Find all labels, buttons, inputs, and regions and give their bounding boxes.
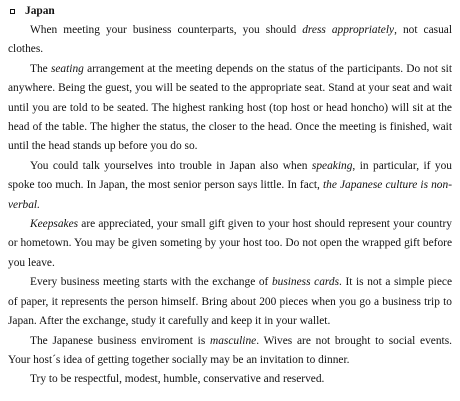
paragraph-text: , in particular, if you spoke too much. In Japan, the most senior person says little. In fact,: [8, 159, 452, 192]
emphasized-text: business cards: [271, 276, 340, 289]
emphasized-text: dress appropriately: [302, 24, 395, 36]
paragraph-text: You could talk yourselves into trouble in Japan also when: [30, 159, 312, 172]
paragraph-text: , not casual clothes.: [8, 24, 452, 56]
paragraph-text: The Japanese business enviroment is: [30, 334, 211, 347]
paragraph: [8, 157, 452, 215]
paragraph-text: are appreciated, your small gift given to your host should represent your country or hometown. You may be given someting by your host too. Do not open the wrapped gift before you leave.: [8, 218, 452, 269]
paragraph-text: Every business meeting starts with the exchange of: [30, 276, 272, 289]
paragraph-text: When meeting your business counterparts, you should: [30, 24, 303, 36]
paragraph: [8, 60, 452, 157]
paragraph-text: . It is not a simple piece of paper, it represents the person himself. Bring about 200 pieces when you go a business trip to Japan. After the exchange, study it carefully and keep it in your wallet.: [8, 276, 452, 328]
document-body: [8, 21, 452, 390]
paragraph: [8, 332, 452, 371]
paragraph-text: . Wives are not brought to social events. Your host´s idea of getting together socially may be an invitation to dinner.: [8, 334, 452, 366]
emphasized-text: masculine: [210, 334, 257, 347]
paragraph: [8, 273, 452, 331]
paragraph: [8, 215, 452, 273]
paragraph: [8, 370, 452, 389]
emphasized-text: the Japanese culture is non-verbal.: [8, 179, 452, 211]
paragraph-text: The: [30, 62, 51, 75]
paragraph-text: Try to be respectful, modest, humble, conservative and reserved.: [30, 373, 325, 386]
paragraph: [8, 21, 452, 60]
section-heading: [8, 2, 452, 21]
paragraph-text: arrangement at the meeting depends on the status of the participants. Do not sit anywhere. Being the guest, you will be seated to the appropriate seat. Stand at your seat and wait until you are told to be seated. The highest ranking host (top host or head honcho) will sit at the head of the table. The higher the status, the closer to the head. Once the meeting is finished, wait until the head stands up before you do so.: [8, 62, 452, 153]
square-bullet-icon: [10, 9, 15, 14]
emphasized-text: speaking: [311, 159, 353, 172]
emphasized-text: seating: [50, 62, 84, 75]
emphasized-text: Keepsakes: [30, 218, 79, 231]
section-title: Japan: [25, 4, 55, 17]
